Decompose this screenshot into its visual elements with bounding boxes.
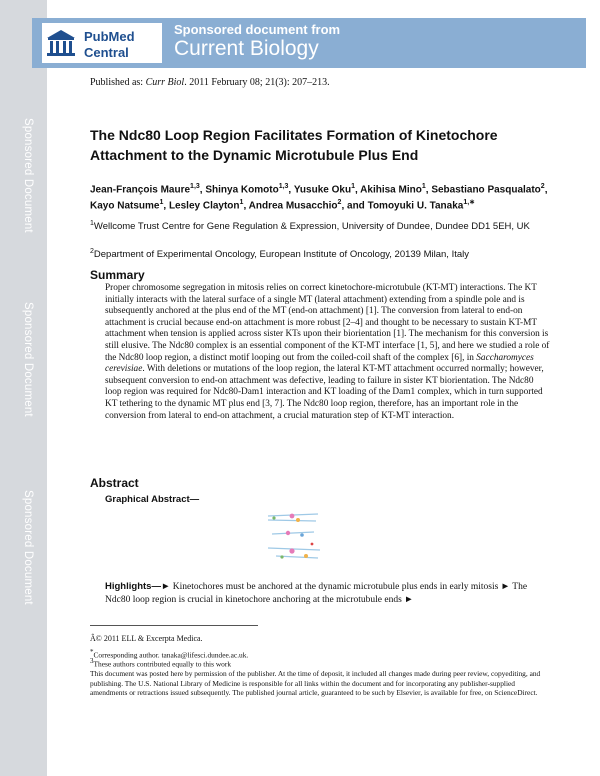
author-name: Jean-François Maure — [90, 184, 191, 196]
author-name: Andrea Musacchio — [248, 200, 338, 212]
published-prefix: Published as: — [90, 77, 146, 88]
author-name: Lesley Clayton — [168, 200, 240, 212]
logo-text-pubmed: PubMed — [84, 29, 135, 44]
author-name: Akihisa Mino — [360, 184, 422, 196]
affiliation-text: Wellcome Trust Centre for Gene Regulation & Expression, University of Dundee, Dundee DD1 5EH, UK — [93, 221, 530, 233]
author-affiliation-mark: 1 — [159, 199, 164, 207]
published-as-line — [90, 77, 330, 88]
author-name: Shinya Komoto — [205, 184, 279, 196]
author-affiliation-mark: 1 — [239, 199, 244, 207]
equal-contribution-note — [90, 657, 231, 668]
affiliation-2 — [90, 246, 556, 262]
published-rest: . 2011 February 08; 21(3): 207–213. — [184, 77, 330, 88]
sidebar-label: Sponsored Document — [22, 118, 34, 233]
sidebar-label: Sponsored Document — [22, 302, 34, 417]
summary-paragraph — [105, 283, 551, 422]
author-affiliation-mark: 1 — [421, 183, 426, 190]
affiliation-number: 1 — [90, 220, 94, 227]
paper-title: The Ndc80 Loop Region Facilitates Formation of Kinetochore Attachment to the Dynamic Microtubule Plus End — [90, 127, 498, 163]
author-list: Jean-François Maure$^{1,3}$, Shinya Komoto$^{1,3}$, Yusuke Oku$^1$, Akihisa Mino$^1$, Sebastiano Pasqualato$^2$, Kayo Natsume$^1$, Lesley Clayton$^1$, Andrea Musacchio$^2$, and Tomoyuki U. Tanaka$^{1,∗}$ — [90, 183, 548, 212]
corresponding-author-text: Corresponding author. tanaka@lifesci.dundee.ac.uk. — [93, 650, 249, 660]
highlights-paragraph — [105, 580, 551, 607]
graphical-abstract-label: Graphical Abstract— — [105, 494, 200, 505]
author-affiliation-mark: 1,∗ — [463, 199, 476, 207]
sponsored-sidebar — [0, 0, 47, 776]
summary-species: Saccharomyces cerevisiae — [105, 352, 534, 375]
summary-text-part2: . With deletions or mutations of the loop region, the lateral KT-MT attachment occurred normally; however, subsequent conversion to end-on attachment was defective, leading to failure in sister KT biorientation. The Ndc80 loop region was required for Ndc80-Dam1 interaction and KT loading of the Dam1 complex, which in turn supported KT tethering to the dynamic MT plus end [3, 7]. The Ndc80 loop region, therefore, has an important role in the conversion from lateral to end-on attachment, a crucial maturation step of KT-MT interaction. — [105, 364, 544, 421]
footnote-mark: 3 — [90, 657, 94, 665]
highlights-text: ► Kinetochores must be anchored at the dynamic microtubule plus ends in early mitosis ► The Ndc80 loop region is crucial in kinetochore anchoring at the microtubule ends ► — [105, 582, 528, 605]
affiliation-text: Department of Experimental Oncology, European Institute of Oncology, 20139 Milan, Italy — [93, 249, 470, 261]
summary-text-part1: Proper chromosome segregation in mitosis relies on correct kinetochore-microtubule (KT-MT) interactions. The KT initially interacts with the lateral surface of a single MT (lateral attachment) extending from a spindle pole and is subsequently anchored at the plus end of the MT (end-on attachment) [1]. The conversion from lateral to end-on attachment is crucial because end-on attachment is more robust [2–4] and thought to be necessary to sustain KT-MT attachment when tension is applied across sister KTs upon their biorientation [1]. The mechanism for this conversion is still elusive. The Ndc80 complex is an essential component of the KT-MT interface [1, 5], and here we studied a role of the Ndc80 loop region, a distinct motif looping out from the coiled-coil shaft of the complex [6], in — [105, 283, 550, 363]
published-journal: Curr Biol — [145, 77, 185, 88]
highlights-label: Highlights— — [105, 581, 161, 592]
journal-name: Current Biology — [174, 37, 319, 60]
author-affiliation-mark: 2 — [540, 183, 545, 190]
footnote-divider — [90, 625, 258, 626]
author-affiliation-mark: 1,3 — [190, 183, 200, 190]
logo-text-central: Central — [84, 45, 129, 60]
summary-heading: Summary — [90, 268, 145, 282]
equal-contribution-text: These authors contributed equally to this work — [93, 659, 232, 669]
pubmed-central-logo[interactable] — [42, 23, 162, 63]
author-name: Sebastiano Pasqualato — [431, 184, 541, 196]
footnote-mark: * — [90, 648, 94, 656]
author-affiliation-mark: 1 — [351, 183, 355, 190]
author-affiliation-mark: 2 — [337, 199, 342, 207]
author-name: Tomoyuki U. Tanaka — [367, 200, 464, 212]
author-name: Kayo Natsume — [90, 200, 160, 212]
sidebar-label: Sponsored Document — [22, 490, 34, 605]
sponsored-header-banner — [32, 18, 586, 68]
affiliation-1 — [90, 218, 556, 234]
sponsored-from-label: Sponsored document from — [174, 22, 341, 37]
copyright-line: Â© 2011 ELL & Excerpta Medica. — [90, 634, 203, 643]
publisher-notice: This document was posted here by permission of the publisher. At the time of deposit, it included all changes made during peer review, copyediting, and publishing. The U.S. National Library of Medicine is responsible for all links within the document and for incorporating any publisher-supplied amendments or retractions issued subsequently. The published journal article, guaranteed to be such by Elsevier, is available for free, on ScienceDirect. — [90, 669, 541, 697]
author-affiliation-mark: 1,3 — [278, 183, 289, 190]
abstract-heading: Abstract — [90, 476, 139, 490]
author-name: Yusuke Oku — [293, 184, 352, 196]
pmc-building-icon — [46, 29, 76, 57]
graphical-abstract-figure[interactable] — [262, 504, 322, 568]
affiliation-number: 2 — [90, 248, 94, 255]
